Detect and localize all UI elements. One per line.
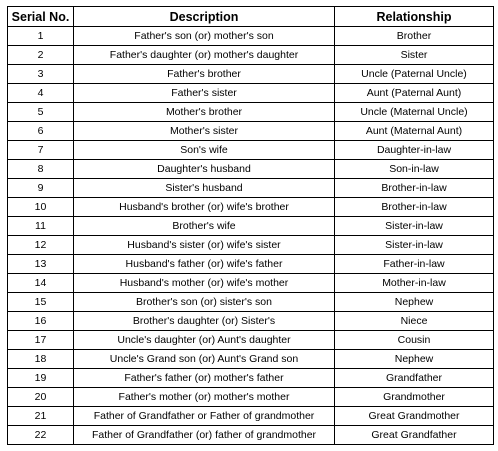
relationship-cell: Sister-in-law: [335, 236, 494, 255]
description-cell: Father's son (or) mother's son: [74, 27, 335, 46]
table-row: [8, 331, 494, 350]
description-cell: Father's mother (or) mother's mother: [74, 388, 335, 407]
relationship-cell: Brother-in-law: [335, 179, 494, 198]
serial-no-cell: 2: [8, 46, 74, 65]
relationship-cell: Aunt (Paternal Aunt): [335, 84, 494, 103]
table-row: [8, 27, 494, 46]
description-cell: Brother's daughter (or) Sister's: [74, 312, 335, 331]
serial-no-cell: 17: [8, 331, 74, 350]
relationship-cell: Uncle (Maternal Uncle): [335, 103, 494, 122]
description-cell: Brother's wife: [74, 217, 335, 236]
relationship-cell: Grandmother: [335, 388, 494, 407]
relationship-cell: Brother-in-law: [335, 198, 494, 217]
description-cell: Husband's brother (or) wife's brother: [74, 198, 335, 217]
table-body: [8, 27, 494, 445]
serial-no-cell: 11: [8, 217, 74, 236]
serial-no-cell: 19: [8, 369, 74, 388]
relationship-cell: Great Grandfather: [335, 426, 494, 445]
description-cell: Mother's sister: [74, 122, 335, 141]
relationship-cell: Uncle (Paternal Uncle): [335, 65, 494, 84]
table-row: [8, 407, 494, 426]
relationship-cell: Cousin: [335, 331, 494, 350]
serial-no-cell: 1: [8, 27, 74, 46]
relationship-cell: Niece: [335, 312, 494, 331]
table-row: [8, 46, 494, 65]
relationship-cell: Sister: [335, 46, 494, 65]
table-row: [8, 179, 494, 198]
serial-no-cell: 12: [8, 236, 74, 255]
table-row: [8, 65, 494, 84]
serial-no-cell: 5: [8, 103, 74, 122]
description-cell: Husband's father (or) wife's father: [74, 255, 335, 274]
relationship-cell: Father-in-law: [335, 255, 494, 274]
relationship-cell: Son-in-law: [335, 160, 494, 179]
serial-no-cell: 6: [8, 122, 74, 141]
table-row: [8, 274, 494, 293]
description-cell: Father's sister: [74, 84, 335, 103]
serial-no-cell: 14: [8, 274, 74, 293]
serial-no-cell: 4: [8, 84, 74, 103]
table-row: [8, 255, 494, 274]
table-row: [8, 141, 494, 160]
description-cell: Brother's son (or) sister's son: [74, 293, 335, 312]
table-row: [8, 236, 494, 255]
serial-no-cell: 18: [8, 350, 74, 369]
table-row: [8, 312, 494, 331]
description-cell: Husband's sister (or) wife's sister: [74, 236, 335, 255]
description-cell: Mother's brother: [74, 103, 335, 122]
table-header-row: [8, 7, 494, 27]
description-cell: Uncle's Grand son (or) Aunt's Grand son: [74, 350, 335, 369]
serial-no-cell: 15: [8, 293, 74, 312]
table-row: [8, 84, 494, 103]
description-cell: Daughter's husband: [74, 160, 335, 179]
table-row: [8, 198, 494, 217]
header-serial-no: Serial No.: [8, 7, 74, 27]
description-cell: Husband's mother (or) wife's mother: [74, 274, 335, 293]
table-row: [8, 388, 494, 407]
description-cell: Sister's husband: [74, 179, 335, 198]
relationship-table-container: [7, 6, 494, 445]
relationship-cell: Nephew: [335, 293, 494, 312]
description-cell: Father of Grandfather (or) father of grandmother: [74, 426, 335, 445]
table-row: [8, 122, 494, 141]
serial-no-cell: 10: [8, 198, 74, 217]
serial-no-cell: 8: [8, 160, 74, 179]
table-row: [8, 426, 494, 445]
relationship-cell: Nephew: [335, 350, 494, 369]
description-cell: Father of Grandfather or Father of grandmother: [74, 407, 335, 426]
relationship-cell: Brother: [335, 27, 494, 46]
table-row: [8, 350, 494, 369]
description-cell: Father's daughter (or) mother's daughter: [74, 46, 335, 65]
serial-no-cell: 16: [8, 312, 74, 331]
serial-no-cell: 21: [8, 407, 74, 426]
header-relationship: Relationship: [335, 7, 494, 27]
serial-no-cell: 22: [8, 426, 74, 445]
description-cell: Father's brother: [74, 65, 335, 84]
serial-no-cell: 3: [8, 65, 74, 84]
table-row: [8, 293, 494, 312]
table-row: [8, 160, 494, 179]
table-row: [8, 217, 494, 236]
relationship-table: [7, 6, 494, 445]
serial-no-cell: 7: [8, 141, 74, 160]
serial-no-cell: 13: [8, 255, 74, 274]
description-cell: Uncle's daughter (or) Aunt's daughter: [74, 331, 335, 350]
description-cell: Father's father (or) mother's father: [74, 369, 335, 388]
relationship-cell: Sister-in-law: [335, 217, 494, 236]
relationship-cell: Grandfather: [335, 369, 494, 388]
relationship-cell: Great Grandmother: [335, 407, 494, 426]
relationship-cell: Daughter-in-law: [335, 141, 494, 160]
table-row: [8, 103, 494, 122]
serial-no-cell: 9: [8, 179, 74, 198]
serial-no-cell: 20: [8, 388, 74, 407]
description-cell: Son's wife: [74, 141, 335, 160]
relationship-cell: Aunt (Maternal Aunt): [335, 122, 494, 141]
header-description: Description: [74, 7, 335, 27]
table-row: [8, 369, 494, 388]
relationship-cell: Mother-in-law: [335, 274, 494, 293]
